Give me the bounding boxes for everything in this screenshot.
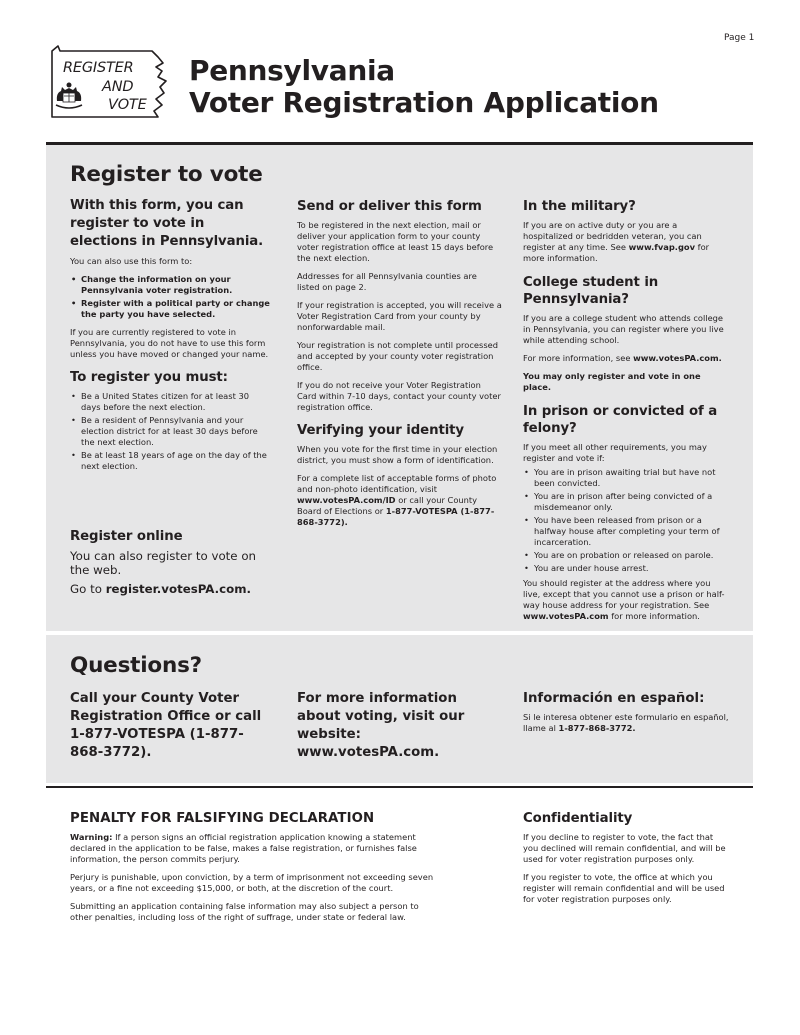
pennsylvania-state-seal-icon — [54, 81, 84, 111]
spanish-text — [523, 712, 729, 734]
warning-label: Warning: — [70, 832, 113, 842]
send-paragraph: Addresses for all Pennsylvania counties are listed on page 2. — [297, 271, 477, 292]
college-paragraph: If you are a college student who attends college in Pennsylvania, you can register where you live while attending school. — [523, 313, 724, 345]
logo-line-and: AND — [102, 79, 134, 95]
goto-label: Go to — [70, 582, 106, 596]
military-text: for more information. — [523, 242, 710, 263]
register-online-link[interactable]: register.votesPA.com. — [105, 582, 252, 596]
register-column-2 — [297, 198, 502, 535]
logo-line-register: REGISTER — [63, 60, 134, 76]
already-registered-note: If you are currently registered to vote in Pennsylvania, you do not have to use this form unless you have moved or changed your name. — [70, 327, 269, 359]
military-paragraph — [523, 220, 729, 264]
list-item: • Be at least 18 years of age on the day of the next election. — [70, 450, 270, 472]
prison-heading: In prison or convicted of a felony? — [523, 404, 718, 436]
votespa-phone: 1-877-VOTESPA (1-877-868-3772). — [297, 506, 495, 527]
register-and-vote-logo — [46, 45, 168, 121]
prison-outro — [523, 578, 729, 622]
questions-website: For more information about voting, visit our website: www.votesPA.com. — [297, 691, 465, 760]
prison-text: for more information. — [608, 611, 700, 621]
questions-county-office: Call your County Voter Registration Office or call 1-877-VOTESPA (1-877-868-3772). — [70, 691, 262, 760]
college-heading: College student in Pennsylvania? — [523, 275, 659, 307]
verify-paragraph — [297, 473, 502, 528]
penalty-warning — [70, 832, 440, 865]
votespa-link[interactable]: www.votesPA.com — [523, 611, 609, 621]
register-online-block — [70, 528, 270, 603]
page-number: Page 1 — [724, 33, 755, 43]
spanish-phone: 1-877-868-3772. — [558, 723, 636, 733]
prison-text: You should register at the address where you live, except that you cannot use a prison or half-way house address for your registration. See — [523, 578, 725, 610]
penalty-heading: PENALTY FOR FALSIFYING DECLARATION — [70, 811, 375, 826]
questions-heading: Questions? — [70, 653, 202, 678]
list-item: • Be a United States citizen for at least 30 days before the next election. — [70, 391, 270, 413]
list-item: • Be a resident of Pennsylvania and your election district for at least 30 days before the next election. — [70, 415, 270, 448]
list-item: • You are under house arrest. — [523, 563, 729, 574]
college-paragraph — [523, 353, 729, 364]
warning-text: If a person signs an official registration application knowing a statement declared in the application to be false, makes a false registration, or furnishes false information, the person commits perjury. — [70, 832, 417, 864]
register-online-goto — [70, 582, 270, 596]
register-online-text: You can also register to vote on the web. — [70, 549, 257, 577]
confidentiality-section — [523, 810, 729, 912]
send-paragraph: If you do not receive your Voter Registration Card within 7-10 days, contact your county voter registration office. — [297, 380, 501, 412]
questions-bottom-rule — [46, 786, 753, 788]
spanish-body: Si le interesa obtener este formulario en español, llame al — [523, 712, 729, 733]
list-item: • You are in prison awaiting trial but have not been convicted. — [523, 467, 729, 489]
title-line-2: Voter Registration Application — [189, 86, 659, 119]
fvap-link[interactable]: www.fvap.gov — [628, 242, 696, 252]
verify-heading: Verifying your identity — [297, 423, 464, 438]
use-intro: You can also use this form to: — [70, 256, 193, 266]
list-item: • Change the information on your Pennsylvania voter registration. — [70, 274, 270, 296]
list-item: • You are in prison after being convicted of a misdemeanor only. — [523, 491, 729, 513]
confidentiality-paragraph: If you decline to register to vote, the fact that you declined will remain confidential, and will be used for voter registration purposes only. — [523, 832, 726, 864]
verify-text: or call your County Board of Elections or — [297, 495, 478, 516]
college-note: You may only register and vote in one place. — [523, 371, 701, 392]
list-item: • You have been released from prison or a halfway house after completing your term of incarceration. — [523, 515, 729, 548]
questions-spanish — [523, 690, 729, 734]
military-heading: In the military? — [523, 199, 636, 214]
confidentiality-paragraph: If you register to vote, the office at which you register will remain confidential and will be used for voter registration purposes only. — [523, 872, 725, 904]
title-line-1: Pennsylvania — [189, 54, 395, 87]
prison-list — [523, 467, 729, 574]
spanish-heading: Información en español: — [523, 691, 705, 706]
penalty-section — [70, 810, 440, 930]
page-title — [189, 55, 659, 119]
use-list — [70, 274, 270, 320]
must-heading: To register you must: — [70, 370, 228, 385]
register-online-heading: Register online — [70, 529, 183, 544]
logo-line-vote: VOTE — [108, 97, 147, 113]
send-paragraph: To be registered in the next election, mail or deliver your application form to your county voter registration office at least 15 days before the next election. — [297, 220, 494, 263]
send-paragraph: Your registration is not complete until processed and accepted by your county voter registration office. — [297, 340, 499, 372]
list-item: • Register with a political party or change the party you have selected. — [70, 298, 270, 320]
penalty-paragraph: Submitting an application containing false information may also subject a person to other penalties, including loss of the right of suffrage, under state or federal law. — [70, 901, 419, 922]
penalty-paragraph: Perjury is punishable, upon conviction, by a term of imprisonment not exceeding seven years, or a fine not exceeding $15,000, or both, at the discretion of the court. — [70, 872, 434, 893]
register-column-1 — [70, 197, 270, 479]
send-heading: Send or deliver this form — [297, 199, 482, 214]
verify-paragraph: When you vote for the first time in your election district, you must show a form of identification. — [297, 444, 498, 465]
votespa-id-link[interactable]: www.votesPA.com/ID — [297, 495, 396, 505]
military-text: If you are on active duty or you are a hospitalized or bedridden veteran, you can register at any time. See — [523, 220, 702, 252]
confidentiality-heading: Confidentiality — [523, 811, 633, 826]
college-text: For more information, see — [523, 353, 634, 363]
list-item: • You are on probation or released on parole. — [523, 550, 729, 561]
prison-intro: If you meet all other requirements, you may register and vote if: — [523, 442, 707, 463]
votespa-link[interactable]: www.votesPA.com. — [633, 353, 722, 363]
register-heading: Register to vote — [70, 162, 263, 187]
must-list — [70, 391, 270, 472]
register-lead: With this form, you can register to vote in elections in Pennsylvania. — [70, 198, 264, 249]
verify-text: For a complete list of acceptable forms of photo and non-photo identification, visit — [297, 473, 497, 494]
send-paragraph: If your registration is accepted, you will receive a Voter Registration Card from your county by nonforwardable mail. — [297, 300, 502, 332]
register-column-3 — [523, 198, 729, 629]
